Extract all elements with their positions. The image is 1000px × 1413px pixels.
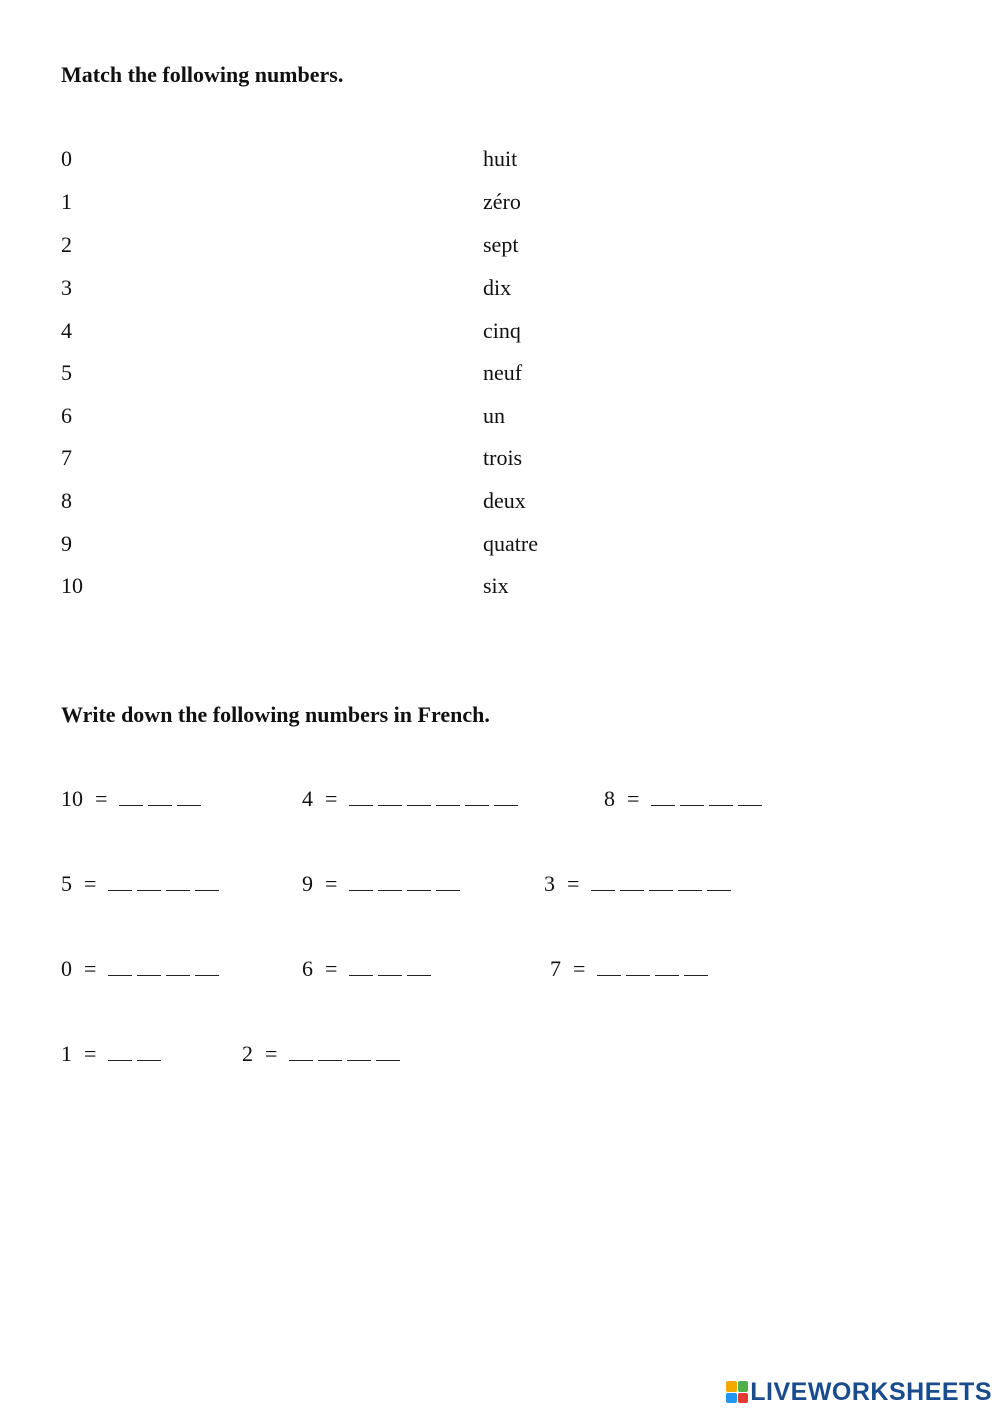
match-word: huit <box>483 146 518 171</box>
exercise-number: 2 <box>242 1041 253 1066</box>
logo-square <box>738 1393 749 1404</box>
exercise-item <box>302 871 465 897</box>
match-word: zéro <box>483 189 521 214</box>
equals-sign: = <box>95 786 108 811</box>
answer-blank[interactable] <box>347 1042 371 1061</box>
answer-blank[interactable] <box>119 787 143 806</box>
exercise-number: 9 <box>302 871 313 896</box>
exercise-item <box>302 786 523 812</box>
liveworksheets-logo[interactable] <box>726 1377 992 1407</box>
match-number: 5 <box>61 360 72 385</box>
match-word: cinq <box>483 318 521 343</box>
match-word: six <box>483 573 509 598</box>
match-row <box>61 146 761 176</box>
match-number: 0 <box>61 146 72 171</box>
exercise-item <box>61 1041 166 1067</box>
answer-blank[interactable] <box>195 872 219 891</box>
answer-blank[interactable] <box>465 787 489 806</box>
answer-blank[interactable] <box>108 872 132 891</box>
answer-blank[interactable] <box>349 872 373 891</box>
answer-blank[interactable] <box>407 957 431 976</box>
answer-blank[interactable] <box>684 957 708 976</box>
answer-blank[interactable] <box>349 787 373 806</box>
exercise-item <box>61 871 224 897</box>
answer-blank[interactable] <box>620 872 644 891</box>
match-row <box>61 445 761 475</box>
equals-sign: = <box>84 871 97 896</box>
exercise-item <box>302 956 436 982</box>
answer-blank[interactable] <box>166 872 190 891</box>
answer-blank[interactable] <box>709 787 733 806</box>
exercise-item <box>544 871 736 897</box>
equals-sign: = <box>573 956 586 981</box>
answer-blank[interactable] <box>148 787 172 806</box>
exercise-number: 10 <box>61 786 83 811</box>
equals-sign: = <box>325 956 338 981</box>
match-word: quatre <box>483 531 538 556</box>
answer-blanks[interactable] <box>108 1041 166 1066</box>
equals-sign: = <box>84 1041 97 1066</box>
answer-blank[interactable] <box>494 787 518 806</box>
answer-blank[interactable] <box>436 872 460 891</box>
answer-blank[interactable] <box>108 957 132 976</box>
match-word: un <box>483 403 505 428</box>
answer-blank[interactable] <box>289 1042 313 1061</box>
match-row <box>61 275 761 305</box>
answer-blank[interactable] <box>655 957 679 976</box>
exercise-number: 0 <box>61 956 72 981</box>
match-word: dix <box>483 275 512 300</box>
equals-sign: = <box>567 871 580 896</box>
answer-blank[interactable] <box>318 1042 342 1061</box>
match-number: 2 <box>61 232 72 257</box>
equals-sign: = <box>325 786 338 811</box>
answer-blank[interactable] <box>407 787 431 806</box>
match-word: deux <box>483 488 526 513</box>
answer-blank[interactable] <box>738 787 762 806</box>
logo-square <box>726 1393 737 1404</box>
match-row <box>61 488 761 518</box>
answer-blank[interactable] <box>597 957 621 976</box>
answer-blank[interactable] <box>195 957 219 976</box>
logo-text: LIVEWORKSHEETS <box>750 1377 992 1406</box>
answer-blank[interactable] <box>137 1042 161 1061</box>
equals-sign: = <box>325 871 338 896</box>
answer-blank[interactable] <box>177 787 201 806</box>
answer-blank[interactable] <box>436 787 460 806</box>
exercise-number: 5 <box>61 871 72 896</box>
exercise-number: 8 <box>604 786 615 811</box>
match-row <box>61 403 761 433</box>
liveworksheets-logo-icon <box>726 1381 748 1403</box>
exercise-item <box>604 786 767 812</box>
answer-blank[interactable] <box>678 872 702 891</box>
answer-blank[interactable] <box>680 787 704 806</box>
match-row <box>61 360 761 390</box>
exercise-item <box>61 786 206 812</box>
match-number: 7 <box>61 445 72 470</box>
answer-blank[interactable] <box>407 872 431 891</box>
match-number: 3 <box>61 275 72 300</box>
match-row <box>61 189 761 219</box>
match-number: 10 <box>61 573 83 598</box>
answer-blank[interactable] <box>378 872 402 891</box>
answer-blank[interactable] <box>649 872 673 891</box>
section2-title: Write down the following numbers in French. <box>61 702 490 727</box>
match-number: 6 <box>61 403 72 428</box>
answer-blank[interactable] <box>166 957 190 976</box>
exercise-number: 4 <box>302 786 313 811</box>
answer-blank[interactable] <box>626 957 650 976</box>
answer-blanks[interactable] <box>349 786 523 811</box>
answer-blanks[interactable] <box>289 1041 405 1066</box>
equals-sign: = <box>265 1041 278 1066</box>
answer-blanks[interactable] <box>108 871 224 896</box>
answer-blanks[interactable] <box>108 956 224 981</box>
answer-blanks[interactable] <box>349 871 465 896</box>
exercise-number: 6 <box>302 956 313 981</box>
match-row <box>61 232 761 262</box>
answer-blank[interactable] <box>108 1042 132 1061</box>
match-number: 9 <box>61 531 72 556</box>
exercise-item <box>550 956 713 982</box>
match-row <box>61 318 761 348</box>
logo-square <box>738 1381 749 1392</box>
match-number: 1 <box>61 189 72 214</box>
answer-blank[interactable] <box>651 787 675 806</box>
match-word: sept <box>483 232 519 257</box>
answer-blank[interactable] <box>137 872 161 891</box>
exercise-number: 1 <box>61 1041 72 1066</box>
equals-sign: = <box>627 786 640 811</box>
answer-blank[interactable] <box>591 872 615 891</box>
answer-blanks[interactable] <box>651 786 767 811</box>
logo-square <box>726 1381 737 1392</box>
match-number: 8 <box>61 488 72 513</box>
answer-blank[interactable] <box>349 957 373 976</box>
exercise-number: 3 <box>544 871 555 896</box>
match-row <box>61 531 761 561</box>
exercise-number: 7 <box>550 956 561 981</box>
equals-sign: = <box>84 956 97 981</box>
exercise-item <box>242 1041 405 1067</box>
answer-blank[interactable] <box>378 957 402 976</box>
match-row <box>61 573 761 603</box>
answer-blank[interactable] <box>707 872 731 891</box>
match-word: neuf <box>483 360 523 385</box>
match-word: trois <box>483 445 523 470</box>
section1-title: Match the following numbers. <box>61 62 344 87</box>
answer-blanks[interactable] <box>591 871 736 896</box>
exercise-item <box>61 956 224 982</box>
answer-blanks[interactable] <box>597 956 713 981</box>
answer-blanks[interactable] <box>349 956 436 981</box>
answer-blanks[interactable] <box>119 786 206 811</box>
answer-blank[interactable] <box>378 787 402 806</box>
answer-blank[interactable] <box>137 957 161 976</box>
match-number: 4 <box>61 318 72 343</box>
answer-blank[interactable] <box>376 1042 400 1061</box>
